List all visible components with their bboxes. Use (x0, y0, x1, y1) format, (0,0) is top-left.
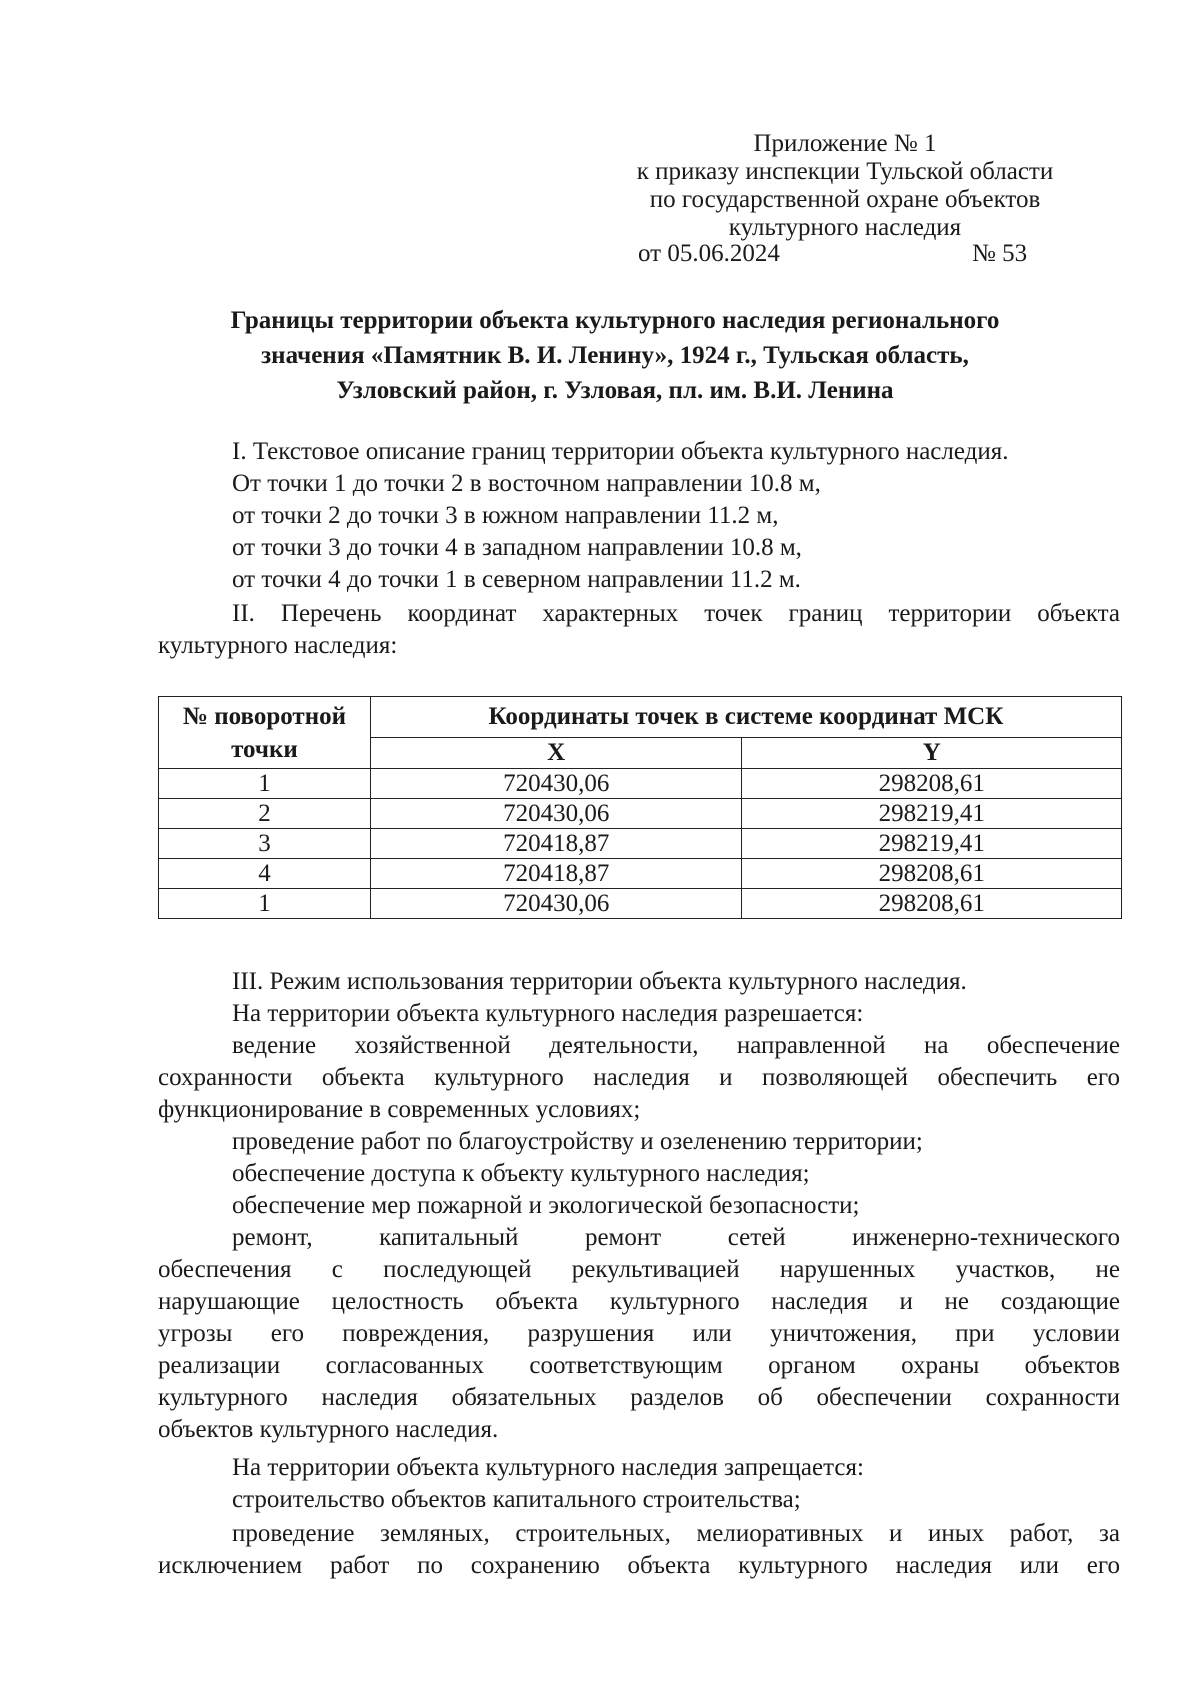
boundary-line-3: от точки 3 до точки 4 в западном направлении 10.8 м, (232, 534, 802, 561)
forbidden-item-2-line-2: исключением работ по сохранению объекта культурного наследия или его (158, 1552, 1120, 1579)
cell-y: 298219,41 (742, 829, 1122, 859)
allowed-item-2: проведение работ по благоустройству и озеленению территории; (232, 1128, 923, 1155)
cell-x: 720430,06 (370, 769, 742, 799)
cell-point: 4 (159, 859, 371, 889)
boundary-line-1: От точки 1 до точки 2 в восточном направлении 10.8 м, (232, 470, 821, 497)
allowed-item-5-line-6: культурного наследия обязательных разделов об обеспечении сохранности (158, 1384, 1120, 1411)
cell-point: 3 (159, 829, 371, 859)
header-coordinates: Координаты точек в системе координат МСК (370, 697, 1121, 738)
cell-y: 298219,41 (742, 799, 1122, 829)
boundary-line-2: от точки 2 до точки 3 в южном направлении 11.2 м, (232, 502, 779, 529)
cell-x: 720430,06 (370, 889, 742, 919)
forbidden-item-2-line-1: проведение земляных, строительных, мелиоративных и иных работ, за (232, 1520, 1120, 1547)
forbidden-item-1: строительство объектов капитального строительства; (232, 1486, 801, 1513)
allowed-item-4: обеспечение мер пожарной и экологической безопасности; (232, 1192, 860, 1219)
cell-y: 298208,61 (742, 859, 1122, 889)
allowed-item-5-line-5: реализации согласованных соответствующим органом охраны объектов (158, 1352, 1120, 1379)
section3-heading: III. Режим использования территории объекта культурного наследия. (232, 968, 967, 995)
allowed-item-3: обеспечение доступа к объекту культурного наследия; (232, 1160, 810, 1187)
table-row (159, 799, 1122, 829)
cell-x: 720418,87 (370, 859, 742, 889)
cell-point: 2 (159, 799, 371, 829)
annex-line-3: по государственной охране объектов (649, 186, 1041, 213)
allowed-item-1-line-3: функционирование в современных условиях; (158, 1096, 641, 1123)
allowed-item-5-line-1: ремонт, капитальный ремонт сетей инженерно-технического (232, 1224, 1120, 1251)
allowed-intro: На территории объекта культурного наследия разрешается: (232, 1000, 864, 1027)
forbidden-intro: На территории объекта культурного наследия запрещается: (232, 1454, 864, 1481)
table-row (159, 859, 1122, 889)
annex-line-1: Приложение № 1 (753, 130, 937, 157)
section1-heading: I. Текстовое описание границ территории объекта культурного наследия. (232, 438, 1009, 465)
forbidden-item-2 (158, 1518, 1120, 1582)
allowed-item-5-line-2: обеспечения с последующей рекультивацией нарушенных участков, не (158, 1256, 1120, 1283)
document-title (150, 303, 1080, 408)
title-line-2: значения «Памятник В. И. Ленину», 1924 г., Тульская область, (261, 342, 969, 369)
header-point-number-text: № поворотной точки (182, 702, 347, 763)
cell-point: 1 (159, 889, 371, 919)
title-line-1: Границы территории объекта культурного наследия регионального (230, 307, 1000, 334)
header-x: X (370, 738, 742, 769)
allowed-item-5-line-3: нарушающие целостность объекта культурного наследия и не создающие (158, 1288, 1120, 1315)
section2-heading (158, 598, 1120, 630)
allowed-item-1-line-2: сохранности объекта культурного наследия и позволяющей обеспечить его (158, 1064, 1120, 1091)
annex-line-2: к приказу инспекции Тульской области (636, 158, 1054, 185)
table-row (159, 889, 1122, 919)
section2-heading-line-2: культурного наследия: (158, 632, 398, 659)
title-line-3: Узловский район, г. Узловая, пл. им. В.И. Ленина (336, 377, 894, 404)
allowed-item-5-line-7: объектов культурного наследия. (158, 1416, 499, 1443)
coordinates-table (158, 696, 1122, 919)
section2-heading-line-1: II. Перечень координат характерных точек границ территории объекта (232, 600, 1120, 627)
cell-point: 1 (159, 769, 371, 799)
cell-x: 720430,06 (370, 799, 742, 829)
allowed-item-1-line-1: ведение хозяйственной деятельности, направленной на обеспечение (232, 1032, 1120, 1059)
cell-x: 720418,87 (370, 829, 742, 859)
table-row (159, 829, 1122, 859)
table-row (159, 769, 1122, 799)
header-y: Y (742, 738, 1122, 769)
allowed-item-1 (158, 1030, 1120, 1094)
annex-line-4: культурного наследия (728, 214, 962, 241)
cell-y: 298208,61 (742, 889, 1122, 919)
allowed-item-5-line-4: угрозы его повреждения, разрушения или уничтожения, при условии (158, 1320, 1120, 1347)
order-number: № 53 (972, 240, 1028, 267)
allowed-item-5 (158, 1222, 1120, 1414)
boundary-line-4: от точки 4 до точки 1 в северном направлении 11.2 м. (232, 566, 801, 593)
cell-y: 298208,61 (742, 769, 1122, 799)
order-date: от 05.06.2024 (638, 240, 780, 267)
header-point-number (159, 697, 371, 769)
